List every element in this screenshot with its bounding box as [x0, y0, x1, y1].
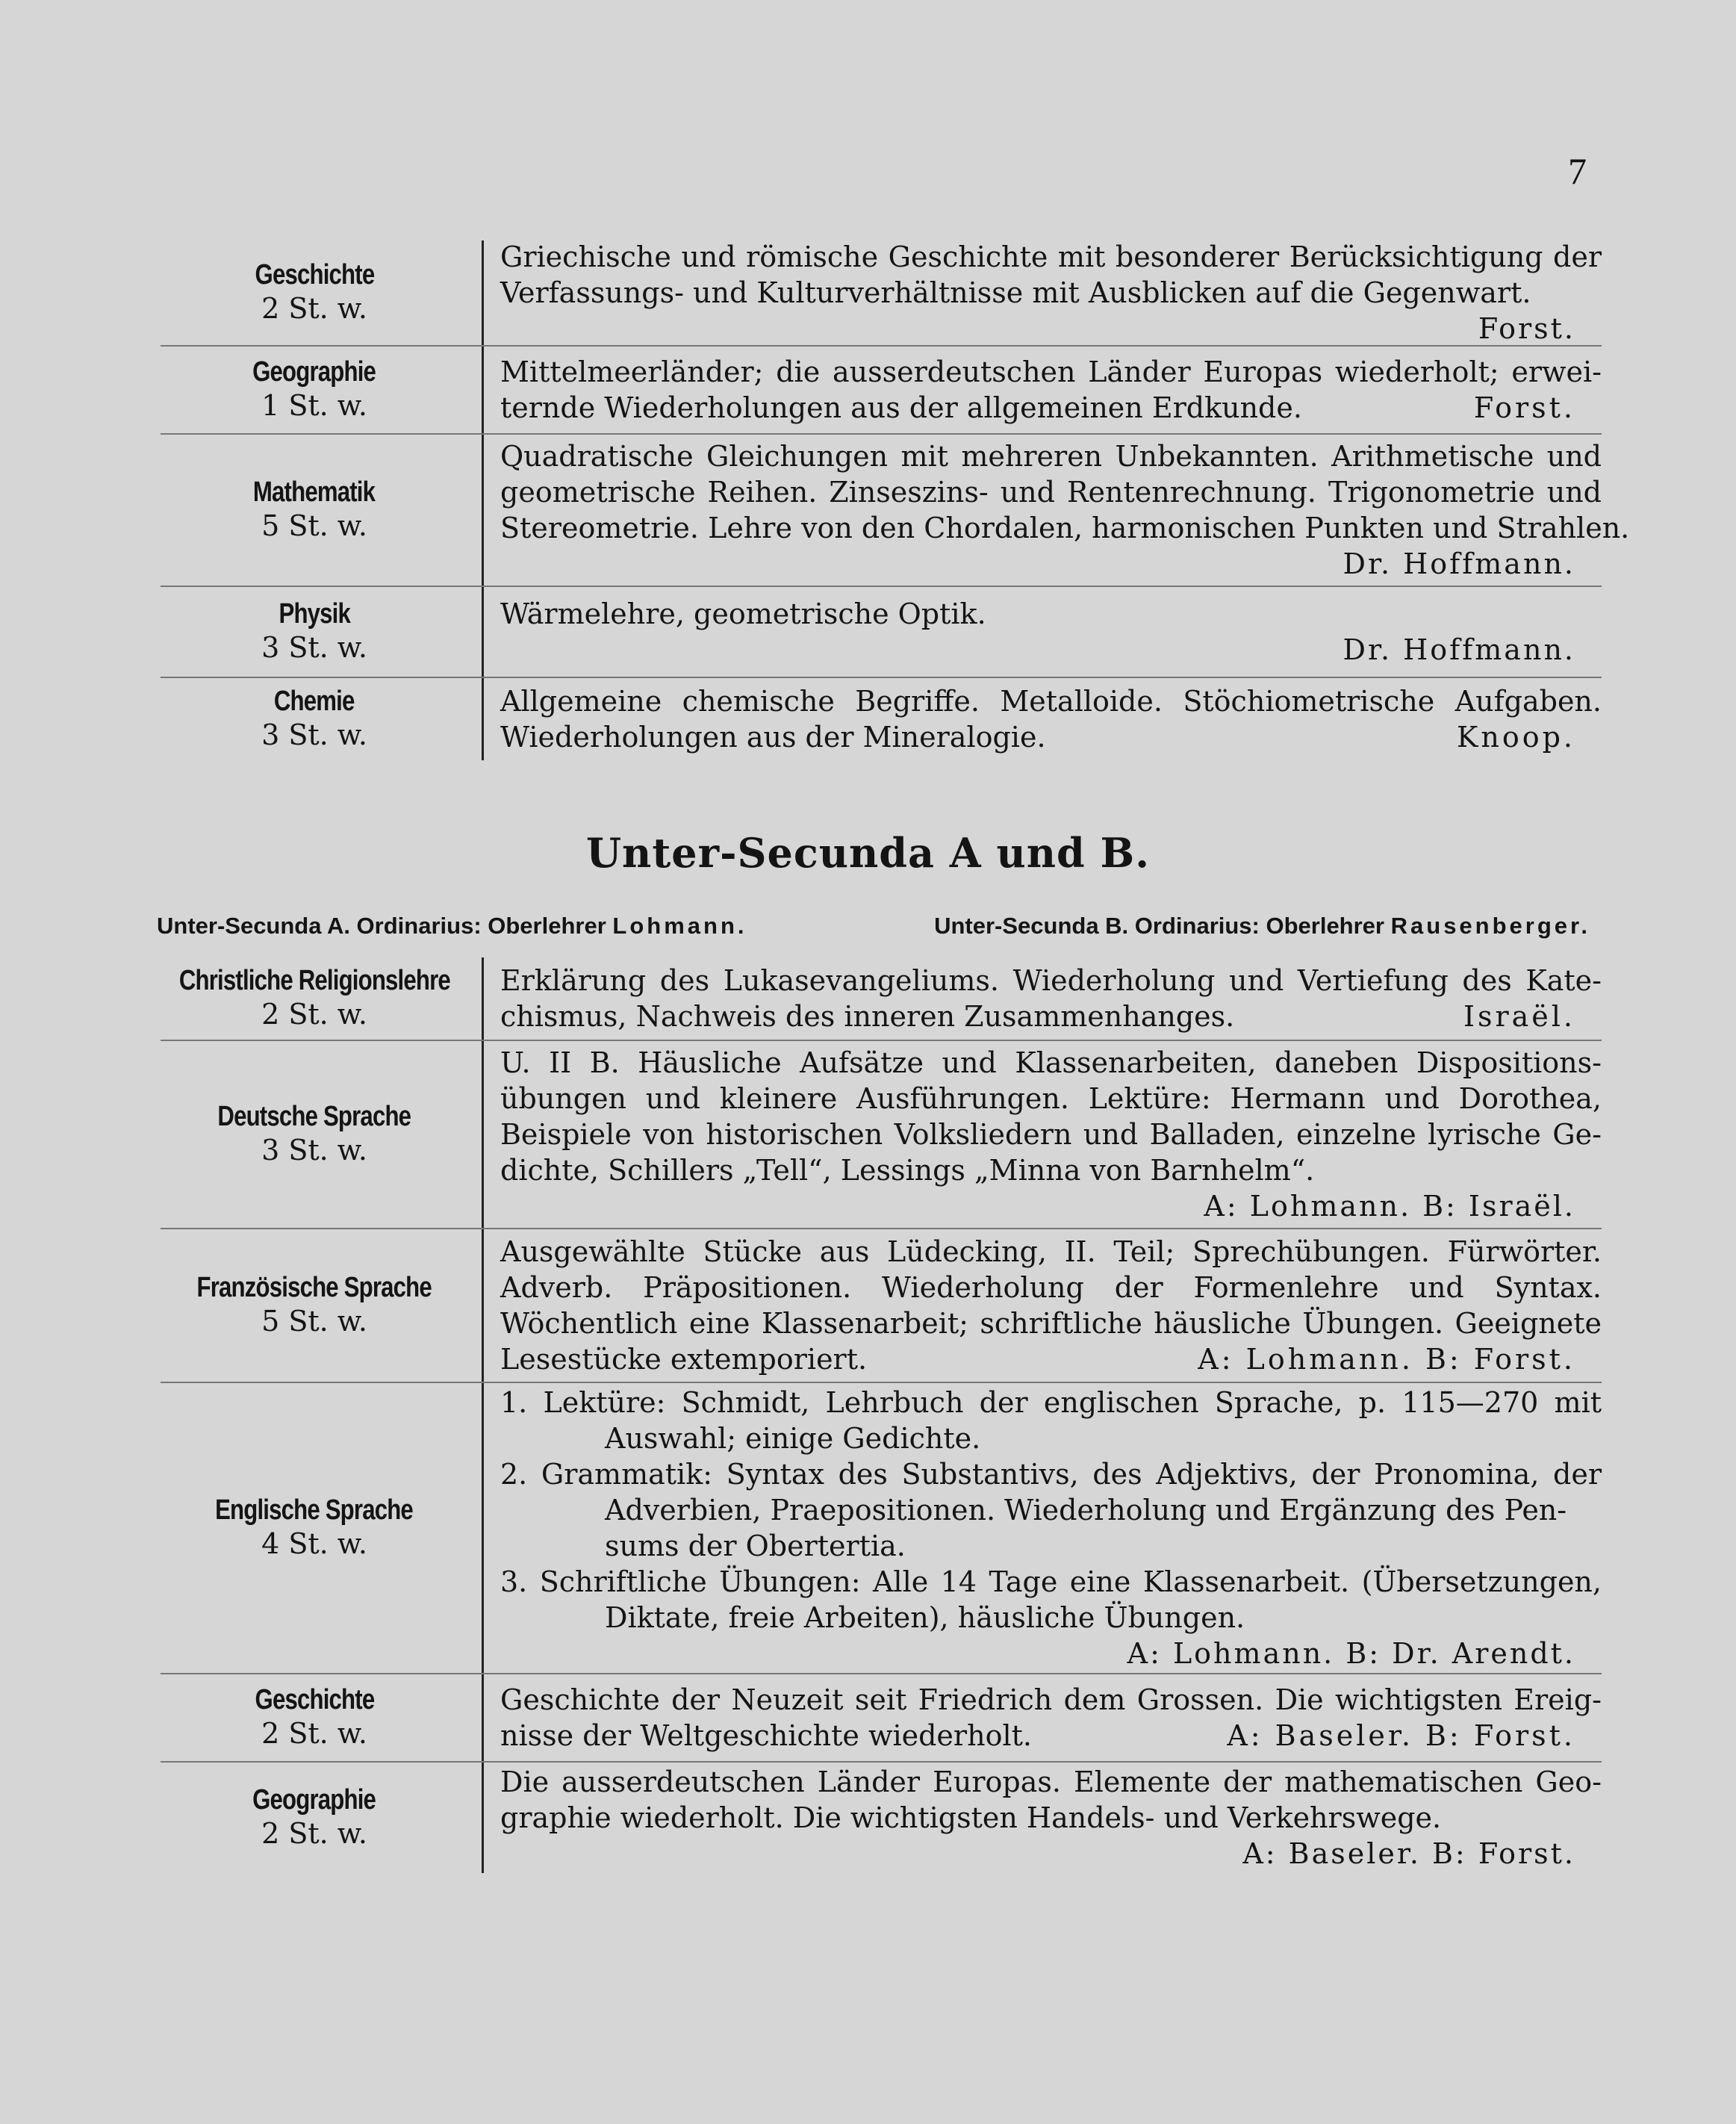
subject-name: Christliche Religionslehre — [178, 965, 450, 997]
list-item-line: sums der Obertertia. — [605, 1530, 906, 1562]
list-item-line: 2. Grammatik: Syntax des Substantivs, des Adjektivs, der Pronomina, der — [500, 1458, 1602, 1491]
subject-name: Physik — [279, 598, 350, 630]
content-line: Verfassungs- und Kulturverhältnisse mit Ausblicken auf die Gegenwart. — [500, 276, 1531, 309]
ordinarius-a-label: Unter-Secunda A. Ordinarius: Oberlehrer — [157, 913, 606, 939]
subject-hours: 2 St. w. — [261, 1717, 367, 1751]
list-item-line: Adverbien, Praepositionen. Wiederholung und Ergänzung des Pen- — [605, 1494, 1567, 1527]
teacher: A: Lohmann. B: Forst. — [1198, 1343, 1575, 1376]
subject-cell — [161, 957, 468, 1040]
content-line: Quadratische Gleichungen mit mehreren Unbekannten. Arithmetische und — [500, 440, 1602, 473]
content-line: graphie wiederholt. Die wichtigsten Handels- und Verkehrswege. — [500, 1801, 1442, 1834]
ordinarius-b — [934, 913, 1590, 940]
content-line-with-teacher — [500, 719, 1602, 755]
content-cell — [482, 587, 1602, 677]
page-number: 7 — [1568, 150, 1587, 192]
content-line: Mittelmeerländer; die ausserdeutschen Länder Europas wiederholt; erwei- — [500, 355, 1602, 388]
content-line: Die ausserdeutschen Länder Europas. Elemente der mathematischen Geo- — [500, 1766, 1602, 1798]
content-cell — [482, 347, 1602, 433]
subject-hours: 4 St. w. — [261, 1527, 367, 1561]
content-cell — [482, 957, 1602, 1040]
content-line: ternde Wiederholungen aus der allgemeinen Erdkunde. — [500, 391, 1302, 424]
ordinarius-a — [157, 913, 747, 940]
teacher: A: Baseler. B: Forst. — [1227, 1719, 1575, 1752]
teacher: A: Lohmann. B: Israël. — [1204, 1190, 1575, 1223]
subject-name: Geschichte — [255, 259, 374, 291]
content-line: chismus, Nachweis des inneren Zusammenhanges. — [500, 1000, 1235, 1033]
list-item-line: Auswahl; einige Gedichte. — [605, 1422, 981, 1455]
content-cell — [482, 1383, 1602, 1673]
upper-curriculum-table — [161, 240, 1630, 760]
content-line: nisse der Weltgeschichte wiederholt. — [500, 1719, 1032, 1752]
subject-name: Französische Sprache — [196, 1272, 432, 1304]
table-row — [161, 1763, 1602, 1873]
subject-cell — [161, 347, 468, 433]
content-cell — [482, 678, 1602, 760]
table-row — [161, 1229, 1602, 1383]
content-line: U. II B. Häusliche Aufsätze und Klassenarbeiten, daneben Dispositions- — [500, 1046, 1602, 1079]
content-line: Wärmelehre, geometrische Optik. — [500, 597, 986, 630]
content-line: dichte, Schillers „Tell“, Lessings „Minna von Barnhelm“. — [500, 1154, 1315, 1187]
subject-cell — [161, 240, 468, 345]
content-line-with-teacher — [500, 999, 1602, 1034]
subject-hours: 2 St. w. — [261, 998, 367, 1031]
teacher: Forst. — [1473, 391, 1575, 424]
content-line: Erklärung des Lukasevangeliums. Wiederholung und Vertiefung des Kate- — [500, 964, 1602, 997]
table-row — [161, 1041, 1602, 1229]
content-line: geometrische Reihen. Zinseszins- und Rentenrechnung. Trigonometrie und — [500, 476, 1602, 509]
ordinarius-b-label: Unter-Secunda B. Ordinarius: Oberlehrer — [934, 913, 1384, 939]
content-line: Wöchentlich eine Klassenarbeit; schriftliche häusliche Übungen. Geeignete — [500, 1307, 1602, 1340]
subject-hours: 2 St. w. — [261, 1817, 367, 1851]
content-line-with-teacher — [500, 390, 1602, 426]
table-row — [161, 1674, 1602, 1763]
content-line: Geschichte der Neuzeit seit Friedrich dem Grossen. Die wichtigsten Ereig- — [500, 1683, 1602, 1716]
content-line: Adverb. Präpositionen. Wiederholung der Formenlehre und Syntax. — [500, 1271, 1602, 1304]
subject-hours: 5 St. w. — [261, 509, 367, 543]
subject-hours: 3 St. w. — [261, 631, 367, 665]
subject-cell — [161, 678, 468, 760]
ordinarius-a-name: Lohmann. — [612, 913, 747, 939]
lower-curriculum-table — [161, 957, 1602, 1873]
content-line: Griechische und römische Geschichte mit besonderer Berücksichtigung der — [500, 240, 1602, 273]
subject-cell — [161, 1229, 468, 1382]
content-cell — [482, 1674, 1602, 1761]
ordinarius-b-name: Rausenberger. — [1390, 913, 1590, 939]
subject-name: Geographie — [252, 1784, 376, 1816]
subject-cell — [161, 435, 468, 586]
subject-name: Chemie — [274, 686, 355, 718]
teacher: Knoop. — [1456, 721, 1575, 754]
content-cell — [482, 1229, 1602, 1382]
teacher: A: Baseler. B: Forst. — [1242, 1837, 1575, 1870]
teacher: Dr. Hoffmann. — [1343, 547, 1575, 580]
content-line: Wiederholungen aus der Mineralogie. — [500, 721, 1046, 754]
content-line: Stereometrie. Lehre von den Chordalen, harmonischen Punkten und Strahlen. — [500, 512, 1630, 544]
content-cell — [482, 435, 1630, 586]
table-row — [161, 347, 1602, 435]
content-line-with-teacher — [500, 1341, 1602, 1377]
list-item-line: 1. Lektüre: Schmidt, Lehrbuch der englischen Sprache, p. 115—270 mit — [500, 1386, 1602, 1419]
subject-hours: 2 St. w. — [261, 292, 367, 326]
content-line: Ausgewählte Stücke aus Lüdecking, II. Teil; Sprechübungen. Fürwörter. — [500, 1235, 1602, 1268]
table-row — [161, 587, 1602, 678]
subject-cell — [161, 1763, 468, 1873]
subject-hours: 5 St. w. — [261, 1305, 367, 1338]
subject-name: Geschichte — [255, 1684, 374, 1716]
content-line: Allgemeine chemische Begriffe. Metalloide. Stöchiometrische Aufgaben. — [500, 685, 1602, 718]
table-row — [161, 1383, 1602, 1674]
subject-name: Englische Sprache — [215, 1494, 414, 1527]
teacher: Dr. Hoffmann. — [1343, 633, 1575, 666]
content-cell — [482, 240, 1602, 345]
subject-hours: 3 St. w. — [261, 1134, 367, 1167]
teacher: Israël. — [1463, 1000, 1575, 1033]
content-line: Lesestücke extemporiert. — [500, 1343, 868, 1376]
subject-name: Geographie — [252, 356, 376, 388]
subject-cell — [161, 1383, 468, 1673]
content-line: Beispiele von historischen Volksliedern und Balladen, einzelne lyrische Ge- — [500, 1118, 1602, 1151]
subject-cell — [161, 1674, 468, 1761]
table-row — [161, 957, 1602, 1041]
teacher: A: Lohmann. B: Dr. Arendt. — [1127, 1637, 1575, 1670]
subject-cell — [161, 587, 468, 677]
list-item-line: 3. Schriftliche Übungen: Alle 14 Tage eine Klassenarbeit. (Übersetzungen, — [500, 1565, 1602, 1598]
subject-hours: 3 St. w. — [261, 718, 367, 752]
list-item-line: Diktate, freie Arbeiten), häusliche Übungen. — [605, 1601, 1245, 1634]
subject-name: Mathematik — [253, 476, 376, 509]
content-cell — [482, 1763, 1602, 1873]
section-title: Unter-Secunda A und B. — [585, 829, 1151, 877]
subject-name: Deutsche Sprache — [217, 1101, 411, 1133]
content-cell — [482, 1041, 1602, 1228]
subject-cell — [161, 1041, 468, 1228]
table-row — [161, 240, 1602, 347]
ordinarius-line — [157, 913, 1590, 940]
table-row — [161, 435, 1630, 587]
content-line: übungen und kleinere Ausführungen. Lektüre: Hermann und Dorothea, — [500, 1082, 1602, 1115]
content-line-with-teacher — [500, 1718, 1602, 1754]
table-row — [161, 678, 1602, 760]
teacher: Forst. — [1478, 312, 1575, 345]
subject-hours: 1 St. w. — [261, 389, 367, 423]
